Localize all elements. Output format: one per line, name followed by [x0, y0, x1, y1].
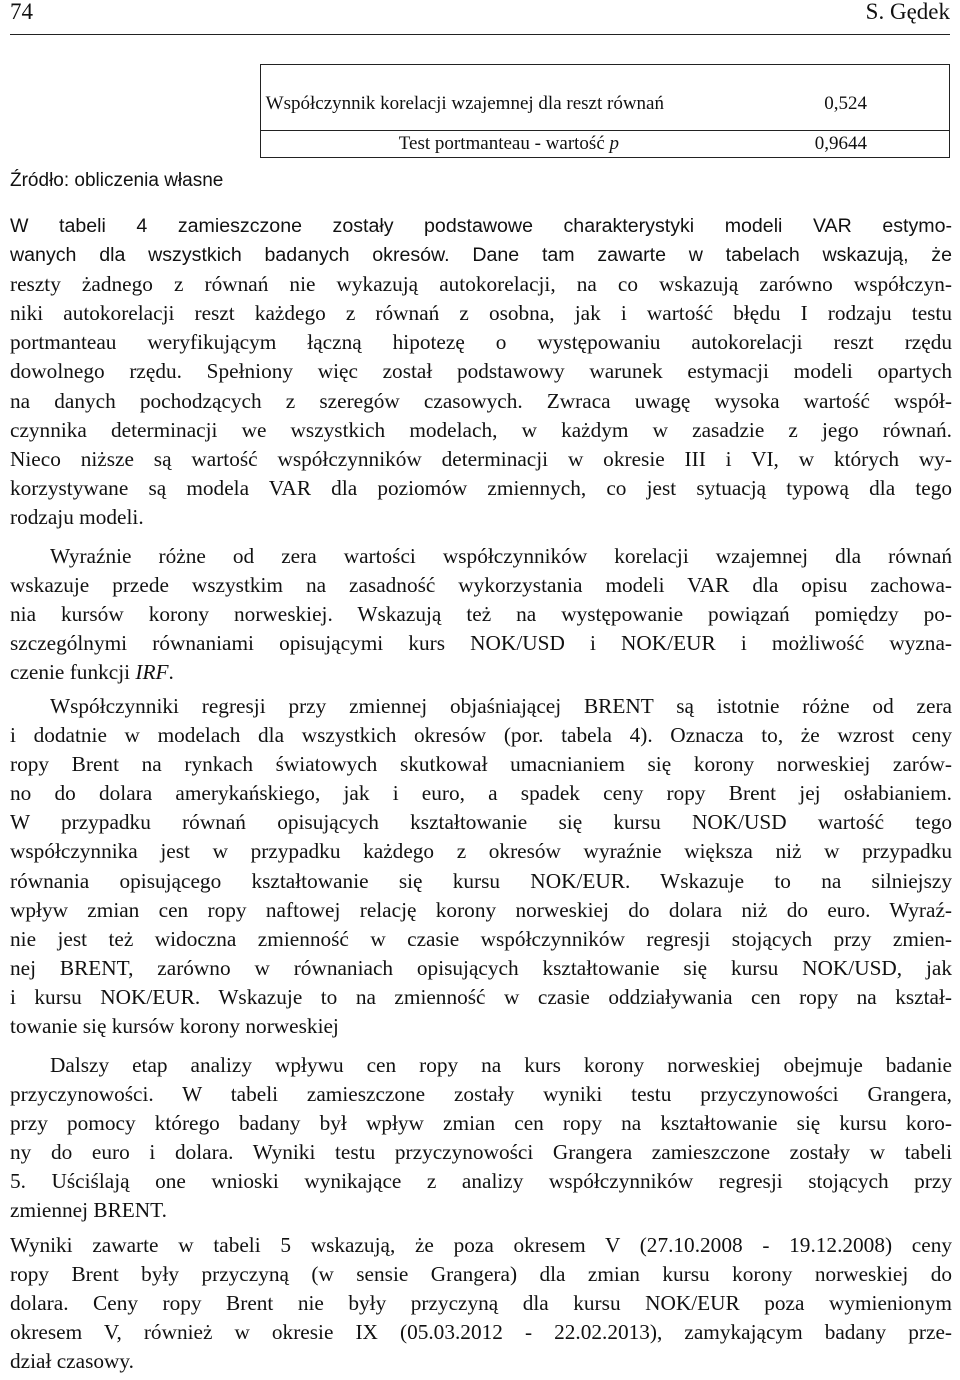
text-line: dolara. Ceny ropy Brent nie były przyczyną dla kursu NOK/EUR poza wymienionym [10, 1291, 952, 1316]
text-line: W tabeli 4 zamieszczone zostały podstawowe charakterystyki modeli VAR estymo- [10, 215, 952, 237]
text-line: współczynnika jest w przypadku każdego z okresów wyraźnie większa niż w przypadku [10, 839, 952, 864]
table-source-note: Źródło: obliczenia własne [10, 170, 224, 191]
text-line: niki autokorelacji reszt każdego z równań z osobna, jak i wartość błędu I rodzaju testu [10, 301, 952, 326]
text-line: szczególnymi równaniami opisującymi kurs NOK/USD i NOK/EUR i możliwość wyzna- [10, 631, 952, 656]
text-line: ropy Brent były przyczyną (w sensie Grangera) dla zmian kursu korony norweskiej do [10, 1262, 952, 1287]
paragraph-1 [10, 212, 952, 532]
page-header [10, 0, 950, 35]
page-number: 74 [10, 0, 33, 24]
paragraph-3 [10, 692, 952, 1041]
paragraph-4 [10, 1051, 952, 1226]
text-line: W przypadku równań opisujących kształtowanie się kursu NOK/USD wartość tego [10, 810, 952, 835]
text-line: dział czasowy. [10, 1349, 134, 1374]
text-line: nie jest też widoczna zmienność w czasie współczynników regresji stojących przy zmien- [10, 926, 952, 951]
running-head-author: S. Gędek [865, 0, 950, 24]
text-line: wpływ zmian cen ropy naftowej relację korony norweskiej do dolara niż do euro. Wyraź- [10, 897, 952, 922]
text-line: okresem V, również w okresie IX (05.03.2012 - 22.02.2013), zamykającym badany prze- [10, 1320, 952, 1345]
text-line: i dodatnie w modelach dla wszystkich okresów (por. tabela 4). Oznacza to, że wzrost ceny [10, 723, 952, 748]
text-line: czynnika determinacji we wszystkich modelach, w każdym w zasadzie z jego równań. [10, 417, 952, 442]
label-italic-p: p [609, 133, 619, 154]
paragraph-2 [10, 542, 952, 687]
text-line: portmanteau weryfikującym łączną hipotezę o występowaniu autokorelacji reszt rzędu [10, 330, 952, 355]
label-text: Test portmanteau - wartość [398, 133, 610, 154]
table-row [261, 130, 949, 159]
text-line: na danych pochodzących z szeregów czasowych. Zwraca uwagę wysoka wartość współ- [10, 388, 952, 413]
text-line: reszty żadnego z równań nie wykazują autokorelacji, na co wskazują zarówno współczyn- [10, 272, 952, 297]
text-line: wanych dla wszystkich badanych okresów. Dane tam zawarte w tabelach wskazują, że [10, 244, 952, 267]
text-line: ropy Brent na rynkach światowych skutkował umacnianiem się korony norweskiej zarów- [10, 752, 952, 777]
text-line: dowolnego rzędu. Spełniony więc został podstawowy warunek estymacji modeli opartych [10, 359, 952, 384]
text-line: zmiennej BRENT. [10, 1198, 167, 1223]
text-line: równania opisującego kształtowanie się kursu NOK/EUR. Wskazuje to na silniejszy [10, 868, 952, 893]
text-line: Wyraźnie różne od zera wartości współczynników korelacji wzajemnej dla równań [50, 544, 952, 568]
text-line: towanie się kursów korony norweskiej [10, 1014, 339, 1039]
text-line: korzystywane są modela VAR dla poziomów zmiennych, co jest sytuacją typową dla tego [10, 475, 952, 500]
text-line: ny do euro i dolara. Wyniki testu przyczynowości Grangera zamieszczone zostały w tabeli [10, 1140, 952, 1165]
text-line: i kursu NOK/EUR. Wskazuje to na zmienność w czasie oddziaływania cen ropy na kształ- [10, 984, 952, 1009]
text-line: no do dolara amerykańskiego, jak i euro, a spadek ceny ropy Brent jej osłabianiem. [10, 781, 952, 806]
table-row-label: Współczynnik korelacji wzajemnej dla reszt równań [265, 93, 664, 114]
text-line: Współczynniki regresji przy zmiennej objaśniającej BRENT są istotnie różne od zera [50, 694, 952, 718]
table-row-label [399, 133, 619, 155]
text-line: Nieco niższe są wartość współczynników determinacji w okresie III i VI, w których wy- [10, 446, 952, 471]
results-table [260, 64, 950, 158]
text-line: nia kursów korony norweskiej. Wskazują też na występowanie powiązań pomiędzy po- [10, 602, 952, 627]
text-line: Dalszy etap analizy wpływu cen ropy na kurs korony norweskiej obejmuje badanie [50, 1053, 952, 1077]
italic-term: IRF [135, 660, 169, 685]
text-line: przy pomocy którego badany był wpływ zmian cen ropy na kształtowanie się kursu koro- [10, 1111, 952, 1136]
text-line: Wyniki zawarte w tabeli 5 wskazują, że poza okresem V (27.10.2008 - 19.12.2008) ceny [10, 1233, 952, 1257]
text-line: przyczynowości. W tabeli zamieszczone zostały wyniki testu przyczynowości Grangera, [10, 1082, 952, 1107]
text-line: rodzaju modeli. [10, 504, 144, 529]
text-line: 5. Uściślają one wnioski wynikające z analizy współczynników regresji stojących przy [10, 1169, 952, 1194]
paragraph-5 [10, 1231, 952, 1376]
table-row [261, 91, 949, 119]
text-line: wskazuje przede wszystkim na zasadność wykorzystania modeli VAR dla opisu zachowa- [10, 573, 952, 598]
table-row-value: 0,9644 [814, 133, 867, 154]
table-row-value: 0,524 [824, 93, 867, 114]
text-line: nej BRENT, zarówno w równaniach opisujących kształtowanie się kursu NOK/USD, jak [10, 955, 952, 980]
text-line: czenie funkcji IRF. [10, 660, 174, 685]
